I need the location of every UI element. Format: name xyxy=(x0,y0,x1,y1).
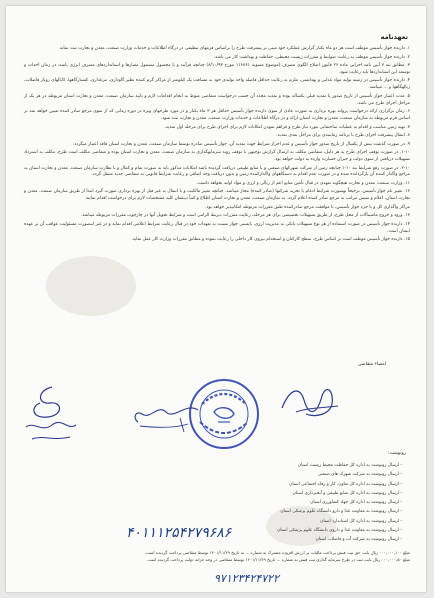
clause: ۵. مدت اعتبار جواز تأسیس از تاریخ صدور یا تمدید قبلی یکساله بوده و تمدید مجدد آن حسب درخواست متقاضی منوط به انجام اقدامات لازم و تایید سازمان صنعت، معدن و تجارت استان مربوطه در هر یک از مراحل اجرای طرح می باشد. xyxy=(24,93,410,106)
paper-stain xyxy=(46,256,136,316)
clause: ۶. زمان برگزاری ارائه درخواست پروانه بهره برداری به صورت عادی از سوی دارنده جواز تأسیس حداقل هر ۳ ماه یکبار و در مورد طرحهای ویژه در دوره زمانی که از سوی مرجع صادر کننده تعیین خواهد شد بر اساس فرم مربوطه به سازمان صنعت، معدن و تجارت استان ارائه و در درگاه اطلاعات و خدمات وزارت صنعت، معدن و تجارت ثبت شود. xyxy=(24,109,411,122)
clause: ۲-۱۰. در صورت رفع شرایط بند ۱۰-۱ چنانچه زمین از شرکت شهرکهای صنعتی و یا منابع طبیعی دریافت گردیده باشد امکانات مذکور باید به صورت تمام و کمال و با نظارت سازمان صنعت، معدن و تجارت استان به مراجع واگذار کننده آن بازگردانده شده و در صورت عدم اقدام به دستگاههای واگذارکننده زمین و بدون دریافت وجه اضافی و رعایت شرایط قانونی به متقاضی جدید منتقل گردد. xyxy=(24,165,410,178)
copies-title: رونوشت: xyxy=(388,451,406,456)
payment-notes xyxy=(20,549,410,564)
document-page xyxy=(6,6,426,592)
clause: ۳. مطابق بند ۷ آیین نامه اجرایی ماده ۲۶ قانون اصلاح الگوی مصرف (موضوع مصوبه ۱۱۶۸۶۱ مورخ ۸/۱۰/۹۳) چنانچه فرآیند و یا محصول مشمول معیارها و استانداردهای مصرف انرژی باشد، در زمان احداث و توسعه این استانداردها باید رعایت شود. xyxy=(24,63,410,75)
clause: ۱۲. تغییر نام جواز تأسیس، ترجیحاً بهصورت شرایط ادغام یا تجزیه شرکتها (صادر کننده) مجاز میباشد. چنانچه تغییر مالکیت و یا انتقال به غیر قبل از بهره برداری صورت گیرد ابتدا از طریق سازمان صنعت، معدن و تجارت استان، اعلام و سپس مراتب به مرجع صادر کننده اعلام گردد. به سازمان صنعت، معدن و تجارت استان اطلاع و کتباً ذینفعان کلیه مشخصات لازم برای درخواست اقدام نمایند. xyxy=(24,189,410,202)
clause: ۱۵. دارنده جواز تأسیس موظف است بر اساس طرح، سطح کارکنان و استخدام نیروی کار داخلی را رعایت نموده و مطابق مقررات وزارت کار عمل نماید. xyxy=(131,237,410,243)
clause: ۹. در صورت گذشت بیش از یکسال از تاریخ صدور جواز تأسیس و عدم احراز شرایط جهت تمدید آن، جواز تأسیس صادره توسط سازمان صنعت، معدن و تجارت استان فاقد اعتبار میگردد. xyxy=(72,141,410,147)
handwritten-signature xyxy=(128,398,208,438)
clause: ۱. دارنده جواز تأسیس موظف است هر دو ماه یکبار گزارش عملکرد خود مبنی بر پیشرفت طرح را براساس فرمهای تنظیمی در درگاه اطلاعات و خدمات وزارت صنعت، معدن و تجارت ثبت نماید. xyxy=(58,46,410,51)
list-item: - ارسال رونوشت به معاونت غذا و دارو دانشگاه علوم پزشکی استان xyxy=(277,507,402,516)
clause: ۱۳. ورود و خروج ماشینآلات از محل طرح، از طریق تسهیلات تخصیصی برای هر مرحله، رعایت مقررات ذیربط الزامی است و شرایط تحویل آنها در چارچوب مقررات مربوطه میباشد. xyxy=(80,213,410,219)
clause: ۴. دارنده جواز تأسیس در زمینه تولید مواد غذایی و بهداشتی، ملزم به رعایت حداقل فاصله واحد تولیدی خود به مسافت یک کیلومتر از مراکز گرم کننده نظیر گاوداری، مرغداری، کشتارگاهها، کانالهای روباز فاضلاب، زبالهگاهها و ... میباشد. xyxy=(24,78,410,91)
handwritten-signature xyxy=(276,378,346,428)
list-item: - ارسال رونوشت به اداره کل حفاظت محیط زیست استان xyxy=(277,461,402,470)
copies-list xyxy=(277,461,402,545)
payment-note: مبلغ ۰۰۰,۰۰۰,۵۰ ریال بابت ثبت در طرح سرمایه گذاری ثبت فیش به شماره ... تاریخ ۱۴۰۱/۱۱/۲۹ توسط متقاضی در وجه خزانه دولت پرداخت گردیده است. xyxy=(146,557,410,563)
clause: ۱-۱۰. در صورت توقف اجرای طرح به هر دلیل، متقاضی مکلف به ارسال گزارش توجیهی با توقف روند سرمایهگذاری به سازمان صنعت، معدن و تجارت استان بوده و متقاضی مکلف است طرح، مکلف به استرداد تسهیلات دریافتی از سوی دولت و جبران خسارت وارده به دولت خواهد بود. xyxy=(24,150,410,163)
list-item: - ارسال رونوشت به اداره کل جهاد کشاورزی استان xyxy=(277,498,402,507)
clause: ۲. دارنده جواز تأسیس موظف به رعایت ضوابط و مقررات زیست محیطی، حفاظت و بهداشت کار می باشد. xyxy=(213,54,410,60)
clause: ۱۱. وزارت صنعت، معدن و تجارت هیچگونه تعهدی در قبال تأمین منابع اعم از ریالی و ارزی و مواد اولیه نخواهد داشت. xyxy=(196,180,410,186)
handwritten-number: ۴۰۱۱۱۲۵۴۲۷۹۶۸۶ xyxy=(126,525,232,541)
clause: ۸. انتقال پیشرفت اجرای طرح با برنامه زمانبندی برای مراحل بعدی تمدید. xyxy=(276,133,410,139)
clauses-list xyxy=(24,46,410,246)
list-item: - ارسال رونوشت به شرکت شهرک های صنعتی xyxy=(277,470,402,479)
list-item: - ارسال رونوشت به معاونت غذا و داروی دانشگاه علوم پزشکی استان xyxy=(277,526,402,535)
handwritten-signature xyxy=(12,381,82,451)
payment-note: مبلغ ۰۰۰,۰۰۰,۱۰۰ ریال بابت حق ثبت فیش پرداخت مالیات بر ارزش افزوده مشترک به شماره ... به تاریخ ۱۴۰۱/۱۱/۲۹ توسط متقاضی پرداخت گردیده است. xyxy=(144,550,410,555)
clause: ۱۴. دارنده جواز تأسیس در صورت استفاده از هر نوع تسهیلات بانکی به مدیریت ارزی، بایستی جواز نسبت به تعهدات خود در قبال رعایت شرایط اعلامی اقدام نماید و در غیر اینصورت مسئولیت عواقب آن بر عهده ایشان است. xyxy=(24,221,410,234)
list-item: - ارسال رونوشت به اداره کل استاندارد استان xyxy=(277,517,402,526)
list-item: - ارسال رونوشت به اداره کل منابع طبیعی و آبخیزداری استان xyxy=(277,489,402,498)
clause: مراکز واگذاری کل و یا جزء جواز تأسیس، با موافقت مرجع صادرکننده طبق مقررات مربوطه امکانپذیر خواهد بود. xyxy=(205,204,410,210)
list-item: - ارسال رونوشت به اداره کل تعاون، کار و رفاه اجتماعی استان xyxy=(277,480,402,489)
applicant-signature-label: امضاء متقاضی xyxy=(357,362,386,367)
list-item: - ارسال رونوشت به شرکت آب و فاضلاب استان xyxy=(277,535,402,544)
document-title: تعهدنامه xyxy=(380,33,408,41)
clause: ۷. تهیه زمین مناسب و اقدام به عملیات ساختمانی مورد نیاز طرح و فراهم نمودن امکانات لازم برای اجرای طرح برای مرحله اول تمدید. xyxy=(164,124,410,130)
handwritten-number: ۹۷۱۲۳۴۲۴۷۲۲ xyxy=(214,572,279,585)
